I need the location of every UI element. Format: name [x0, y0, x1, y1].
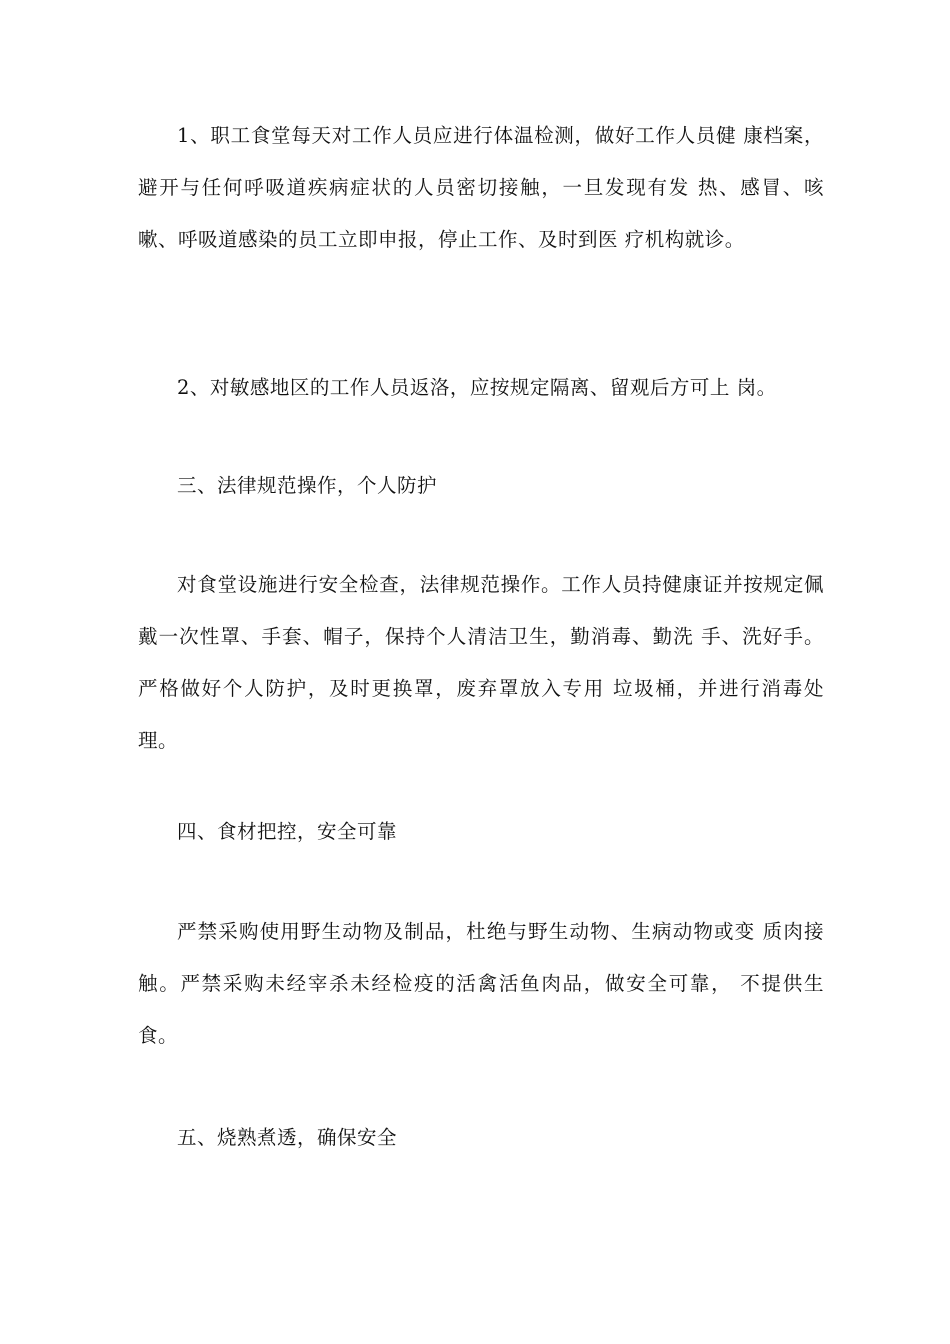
- paragraph-canteen-safety-check: 对食堂设施进行安全检查，法律规范操作。工作人员持健康证并按规定佩戴一次性罩、手套、帽子，保持个人清洁卫生，勤消毒、勤洗 手、洗好手。严格做好个人防护，及时更换罩，废弃罩放入专用 垃圾桶，并进行消毒处理。: [138, 573, 824, 752]
- paragraph-staff-temperature-check: 1、职工食堂每天对工作人员应进行体温检测，做好工作人员健 康档案，避开与任何呼吸道疾病症状的人员密切接触，一旦发现有发 热、感冒、咳嗽、呼吸道感染的员工立即申报，停止工作、及时到医 疗机构就诊。: [138, 124, 824, 251]
- paragraph-wildlife-ban: 严禁采购使用野生动物及制品，杜绝与野生动物、生病动物或变 质肉接触。严禁采购未经宰杀未经检疫的活禽活鱼肉品，做安全可靠， 不提供生食。: [138, 920, 824, 1047]
- section-heading-cook-thoroughly: 五、烧熟煮透，确保安全: [177, 1126, 398, 1149]
- section-heading-standard-operation: 三、法律规范操作，个人防护: [177, 474, 438, 497]
- paragraph-sensitive-area-return: 2、对敏感地区的工作人员返洛，应按规定隔离、留观后方可上 岗。: [177, 376, 777, 399]
- section-heading-ingredient-control: 四、食材把控，安全可靠: [177, 820, 398, 843]
